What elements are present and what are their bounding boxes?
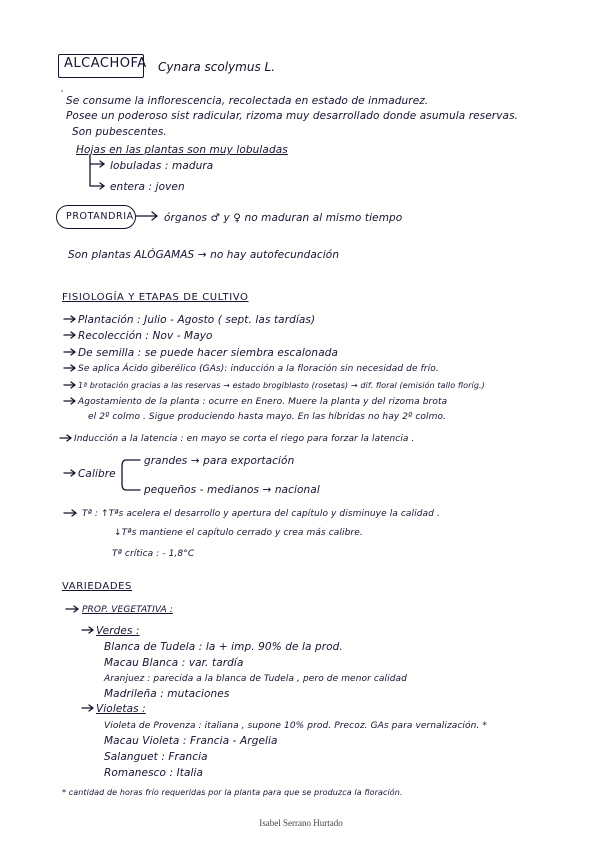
arrow-icon — [64, 349, 75, 355]
calibre-bracket-icon — [122, 460, 140, 490]
fisiologia-item: 1ª brotación gracias a las reservas → estado brogiblasto (rosetas) → dif. floral (emisión tallo floríg.) — [78, 381, 485, 390]
leaves-bracket-icon — [90, 155, 104, 186]
alogamas-line: Son plantas ALÓGAMAS → no hay autofecundación — [68, 249, 340, 261]
calibre-branch-grandes: grandes → para exportación — [144, 455, 295, 467]
footer-author: Isabel Serrano Hurtado — [259, 818, 343, 828]
arrow-icon — [64, 470, 75, 476]
arrow-icon — [82, 627, 93, 633]
arrow-icon — [66, 606, 78, 612]
variedades-heading: VARIEDADES — [62, 581, 132, 592]
arrow-icon — [64, 316, 75, 322]
leaves-title: Hojas en las plantas son muy lobuladas — [76, 144, 288, 156]
prop-vegetativa: PROP. VEGETATIVA : — [82, 605, 173, 615]
violetas-label: Violetas : — [96, 703, 146, 715]
verdes-item: Madrileña : mutaciones — [104, 688, 230, 700]
calibre-branch-pequenos: pequeños - medianos → nacional — [144, 484, 320, 496]
fisiologia-item: De semilla : se puede hacer siembra escalonada — [78, 347, 339, 359]
arrow-icon — [82, 705, 93, 711]
arrow-icon — [100, 161, 104, 189]
intro-line-2: Posee un poderoso sist radicular, rizoma muy desarrollado donde asumula reservas. — [66, 110, 519, 122]
arrow-icon — [64, 332, 75, 338]
calibre-label: Calibre — [78, 468, 116, 480]
temperature-line: ↓Tªs mantiene el capítulo cerrado y crea más calibre. — [114, 528, 363, 538]
leaves-branch-lobuladas: lobuladas : madura — [110, 160, 214, 172]
violetas-item: Macau Violeta : Francia - Argelia — [104, 735, 278, 747]
leaves-branch-entera: entera : joven — [110, 181, 185, 193]
temperature-line: Tª : ↑Tªs acelera el desarrollo y apertura del capítulo y disminuye la calidad . — [82, 509, 440, 519]
page-title: ALCACHOFA — [64, 56, 147, 71]
arrow-icon — [64, 365, 75, 371]
intro-line-1: Se consume la inflorescencia, recolectada en estado de inmadurez. — [66, 95, 429, 107]
temperature-critical: Tª crítica : - 1,8°C — [112, 549, 195, 559]
arrow-icon — [64, 382, 75, 388]
arrow-icon — [64, 510, 76, 516]
violetas-item: Romanesco : Italia — [104, 767, 204, 779]
fisiologia-item: Plantación : Julio - Agosto ( sept. las tardías) — [78, 314, 316, 326]
footnote: * cantidad de horas frío requeridas por la planta para que se produzca la floración. — [62, 788, 403, 797]
protandria-text: órganos ♂ y ♀ no maduran al mismo tiempo — [164, 212, 403, 224]
arrow-icon — [64, 398, 75, 404]
fisiologia-item-cont: el 2º colmo . Sigue produciendo hasta mayo. En las híbridas no hay 2º colmo. — [88, 412, 447, 422]
protandria-label: PROTANDRIA — [66, 211, 134, 222]
fisiologia-heading: FISIOLOGÍA Y ETAPAS DE CULTIVO — [62, 292, 249, 303]
violetas-item: Violeta de Provenza : italiana , supone 10% prod. Precoz. GAs para vernalización. * — [104, 721, 487, 731]
verdes-item: Aranjuez : parecida a la blanca de Tudela , pero de menor calidad — [104, 674, 407, 684]
arrow-icon — [136, 212, 157, 220]
intro-line-3: Son pubescentes. — [72, 126, 167, 138]
fisiologia-item: Inducción a la latencia : en mayo se corta el riego para forzar la latencia . — [74, 434, 415, 444]
fisiologia-item: Agostamiento de la planta : ocurre en Enero. Muere la planta y del rizoma brota — [78, 397, 448, 407]
scientific-name: Cynara scolymus L. — [158, 60, 276, 74]
arrow-icon — [60, 435, 71, 441]
fisiologia-item: Se aplica Ácido giberélico (GAs): inducción a la floración sin necesidad de frío. — [78, 364, 439, 374]
fisiologia-item: Recolección : Nov - Mayo — [78, 330, 213, 342]
verdes-item: Macau Blanca : var. tardía — [104, 657, 244, 669]
verdes-item: Blanca de Tudela : la + imp. 90% de la prod. — [104, 641, 343, 653]
violetas-item: Salanguet : Francia — [104, 751, 208, 763]
verdes-label: Verdes : — [96, 625, 140, 637]
